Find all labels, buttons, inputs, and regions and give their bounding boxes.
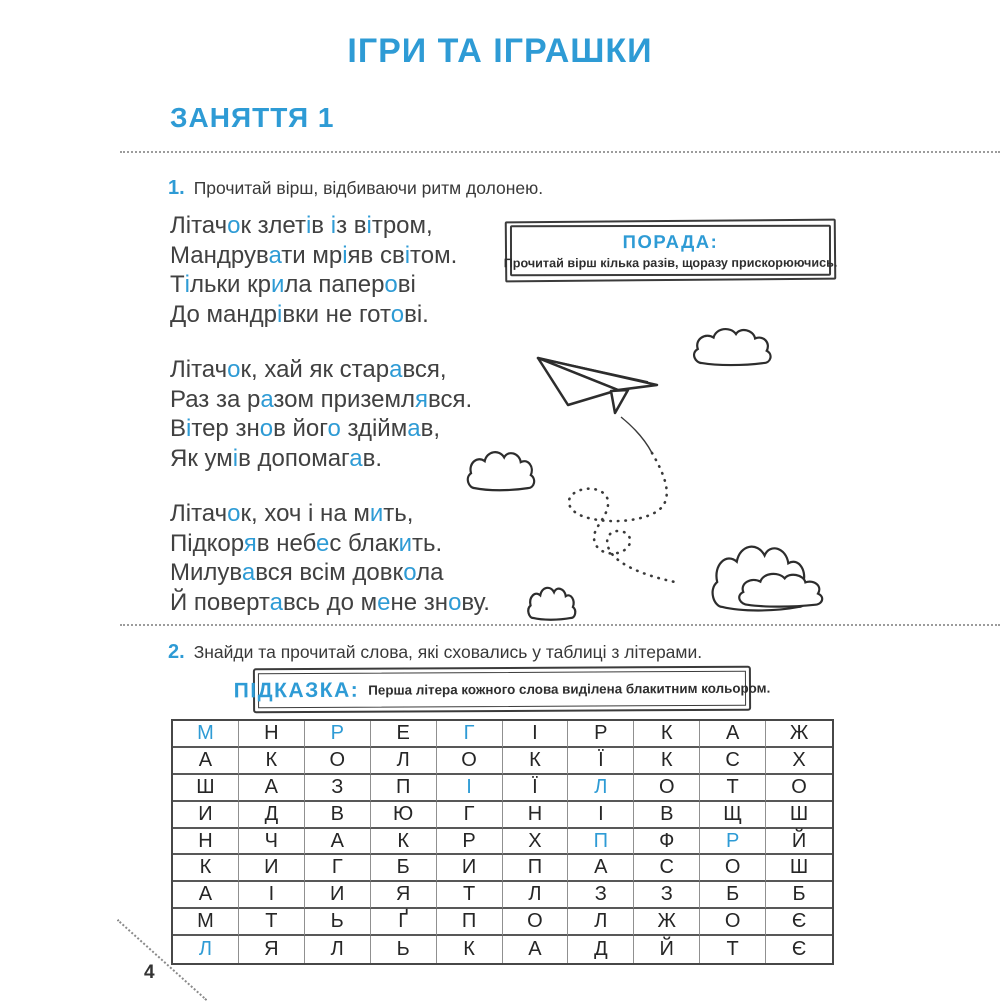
stressed-letter: о (259, 415, 274, 442)
dotted-flight-path (569, 453, 680, 583)
poem-line: До мандрівки не готові. (170, 300, 429, 328)
lesson-heading: ЗАНЯТТЯ 1 (170, 102, 335, 133)
grid-cell: П (503, 855, 569, 882)
paper-plane-illustration (440, 295, 900, 640)
grid-cell: А (568, 855, 634, 882)
stressed-letter: а (260, 385, 274, 413)
grid-cell: Г (305, 855, 371, 882)
grid-cell: Л (371, 748, 437, 775)
hint-box-text: Перша літера кожного слова виділена блакитним кольором. (368, 680, 771, 698)
stressed-letter: а (268, 241, 282, 269)
grid-cell: Ї (568, 748, 634, 775)
grid-cell-highlighted: І (437, 775, 503, 802)
grid-cell: Б (766, 882, 832, 909)
grid-cell: Ю (371, 802, 437, 829)
section-divider-bottom (120, 624, 1000, 626)
grid-cell: П (437, 909, 503, 936)
grid-cell: К (437, 936, 503, 963)
grid-cell: Ш (766, 802, 832, 829)
grid-cell: З (305, 775, 371, 802)
grid-cell: Ь (305, 909, 371, 936)
grid-cell: Ф (634, 829, 700, 856)
grid-cell: Т (700, 775, 766, 802)
stressed-letter: я (243, 529, 257, 557)
stressed-letter: і (404, 241, 411, 269)
grid-cell: Я (371, 882, 437, 909)
stressed-letter: о (227, 356, 241, 383)
tip-box-text: Прочитай вірш кілька разів, щоразу прискорюючись. (503, 255, 838, 271)
grid-cell: К (239, 748, 305, 775)
stressed-letter: і (277, 300, 283, 328)
stressed-letter: і (184, 271, 191, 298)
grid-cell-highlighted: М (173, 721, 239, 748)
stressed-letter: о (390, 300, 405, 328)
grid-cell: О (437, 748, 503, 775)
grid-cell: К (503, 748, 569, 775)
hint-box (233, 666, 771, 714)
grid-cell: І (568, 802, 634, 829)
grid-cell: И (173, 802, 239, 829)
grid-cell-highlighted: П (568, 829, 634, 856)
tip-box (505, 219, 837, 283)
grid-cell: С (634, 855, 700, 882)
letter-grid-table (171, 719, 834, 965)
stressed-letter: и (398, 529, 412, 557)
clouds-group (468, 329, 822, 620)
task-2-instruction (168, 641, 702, 664)
grid-cell: А (503, 936, 569, 963)
stressed-letter: а (349, 444, 363, 472)
grid-cell: И (437, 855, 503, 882)
poem-line: Раз за разом приземлявся. (170, 385, 473, 413)
grid-cell: А (173, 882, 239, 909)
task-1-number: 1. (168, 177, 185, 199)
grid-cell-highlighted: Л (173, 936, 239, 963)
grid-cell: Г (437, 802, 503, 829)
grid-cell: Я (239, 936, 305, 963)
stressed-letter: і (330, 212, 337, 239)
grid-cell: Б (700, 882, 766, 909)
grid-cell-highlighted: Р (700, 829, 766, 856)
task-2-number: 2. (168, 641, 185, 663)
tip-box-title: ПОРАДА: (622, 230, 719, 253)
grid-cell: Х (503, 829, 569, 856)
stressed-letter: о (327, 415, 341, 442)
page-title: ІГРИ ТА ІГРАШКИ (347, 32, 653, 70)
grid-cell: З (568, 882, 634, 909)
grid-cell: Т (437, 882, 503, 909)
grid-cell-highlighted: Л (568, 775, 634, 802)
grid-cell: О (634, 775, 700, 802)
stressed-letter: и (270, 271, 285, 298)
stressed-letter: о (403, 559, 417, 586)
grid-cell: Х (766, 748, 832, 775)
stressed-letter: я (415, 385, 428, 413)
page-number: 4 (144, 962, 155, 983)
grid-cell: Й (634, 936, 700, 963)
stressed-letter: і (366, 212, 372, 239)
stressed-letter: и (369, 500, 384, 527)
grid-cell: Ч (239, 829, 305, 856)
grid-cell: І (503, 721, 569, 748)
grid-cell: В (634, 802, 700, 829)
stressed-letter: а (241, 559, 256, 586)
grid-cell: К (634, 721, 700, 748)
poem-line: Й повертавсь до мене знову. (170, 588, 490, 616)
grid-cell: О (766, 775, 832, 802)
grid-cell: В (305, 802, 371, 829)
poem-line: Підкоряв небес блакить. (170, 529, 443, 557)
grid-cell: С (700, 748, 766, 775)
grid-cell: О (305, 748, 371, 775)
grid-cell: Щ (700, 802, 766, 829)
section-divider-top (120, 151, 1000, 153)
poem-line: Мандрувати мріяв світом. (170, 241, 458, 269)
task-1-text: Прочитай вірш, відбиваючи ритм долонею. (193, 178, 544, 198)
grid-cell: Т (700, 936, 766, 963)
grid-cell: Є (766, 909, 832, 936)
flight-path-start (621, 417, 652, 453)
grid-cell: К (634, 748, 700, 775)
grid-cell: К (173, 855, 239, 882)
stressed-letter: о (227, 212, 241, 239)
grid-cell: А (239, 775, 305, 802)
poem-line: Тільки крила паперові (170, 271, 416, 298)
grid-cell: Н (173, 829, 239, 856)
stressed-letter: і (342, 241, 348, 269)
grid-cell: Б (371, 855, 437, 882)
grid-cell: А (700, 721, 766, 748)
grid-cell: Т (239, 909, 305, 936)
hint-box-title: ПІДКАЗКА: (233, 678, 360, 702)
stressed-letter: е (377, 588, 391, 616)
grid-cell: Ґ (371, 909, 437, 936)
grid-cell-highlighted: Г (437, 721, 503, 748)
grid-cell: Ї (503, 775, 569, 802)
poem-line: Літачок, хай як старався, (170, 356, 447, 383)
grid-cell: Е (371, 721, 437, 748)
grid-cell: Й (766, 829, 832, 856)
grid-cell: Ж (634, 909, 700, 936)
poem-line: Літачок злетів із вітром, (170, 212, 433, 239)
stressed-letter: і (232, 444, 239, 472)
poem-line: Літачок, хоч і на мить, (170, 500, 414, 527)
poem-line: Вітер знов його здіймав, (170, 415, 440, 442)
grid-cell: Н (503, 802, 569, 829)
stressed-letter: о (448, 588, 462, 616)
grid-cell: Л (305, 936, 371, 963)
grid-cell: Р (568, 721, 634, 748)
cloud-icon-top-right (694, 329, 770, 365)
stressed-letter: і (305, 212, 312, 239)
grid-cell: Ь (371, 936, 437, 963)
task-2-text: Знайди та прочитай слова, які сховались у таблиці з літерами. (193, 642, 703, 662)
paper-plane-icon (538, 358, 657, 413)
stressed-letter: а (407, 415, 421, 442)
grid-cell: Д (239, 802, 305, 829)
cloud-icon-bottom-small (528, 588, 575, 620)
grid-cell: К (371, 829, 437, 856)
poem-line: Милувався всім довкола (170, 559, 444, 586)
grid-cell: З (634, 882, 700, 909)
cloud-icon-left (468, 452, 534, 490)
grid-cell: Л (568, 909, 634, 936)
grid-cell: Л (503, 882, 569, 909)
grid-cell: Р (437, 829, 503, 856)
poem-line: Як умів допомагав. (170, 444, 383, 472)
stressed-letter: а (389, 356, 403, 383)
grid-cell: П (371, 775, 437, 802)
task-1-instruction (168, 177, 543, 200)
grid-cell: И (239, 855, 305, 882)
grid-cell: А (173, 748, 239, 775)
grid-cell: М (173, 909, 239, 936)
grid-cell: Д (568, 936, 634, 963)
grid-cell: О (700, 855, 766, 882)
stressed-letter: а (269, 588, 283, 616)
hint-box-inner-border (233, 671, 771, 709)
grid-cell: Ж (766, 721, 832, 748)
grid-cell: О (503, 909, 569, 936)
grid-cell: Є (791, 938, 807, 961)
grid-cell: О (700, 909, 766, 936)
grid-cell: Ш (173, 775, 239, 802)
grid-cell: А (305, 829, 371, 856)
stressed-letter: і (186, 415, 192, 442)
grid-cell: І (239, 882, 305, 909)
stressed-letter: о (384, 271, 398, 298)
grid-cell-highlighted: Р (305, 721, 371, 748)
stressed-letter: о (227, 500, 241, 527)
grid-cell: Ш (766, 855, 832, 882)
grid-cell: И (305, 882, 371, 909)
stressed-letter: е (316, 529, 330, 557)
tip-box-inner-border (503, 225, 838, 277)
grid-cell: Н (239, 721, 305, 748)
